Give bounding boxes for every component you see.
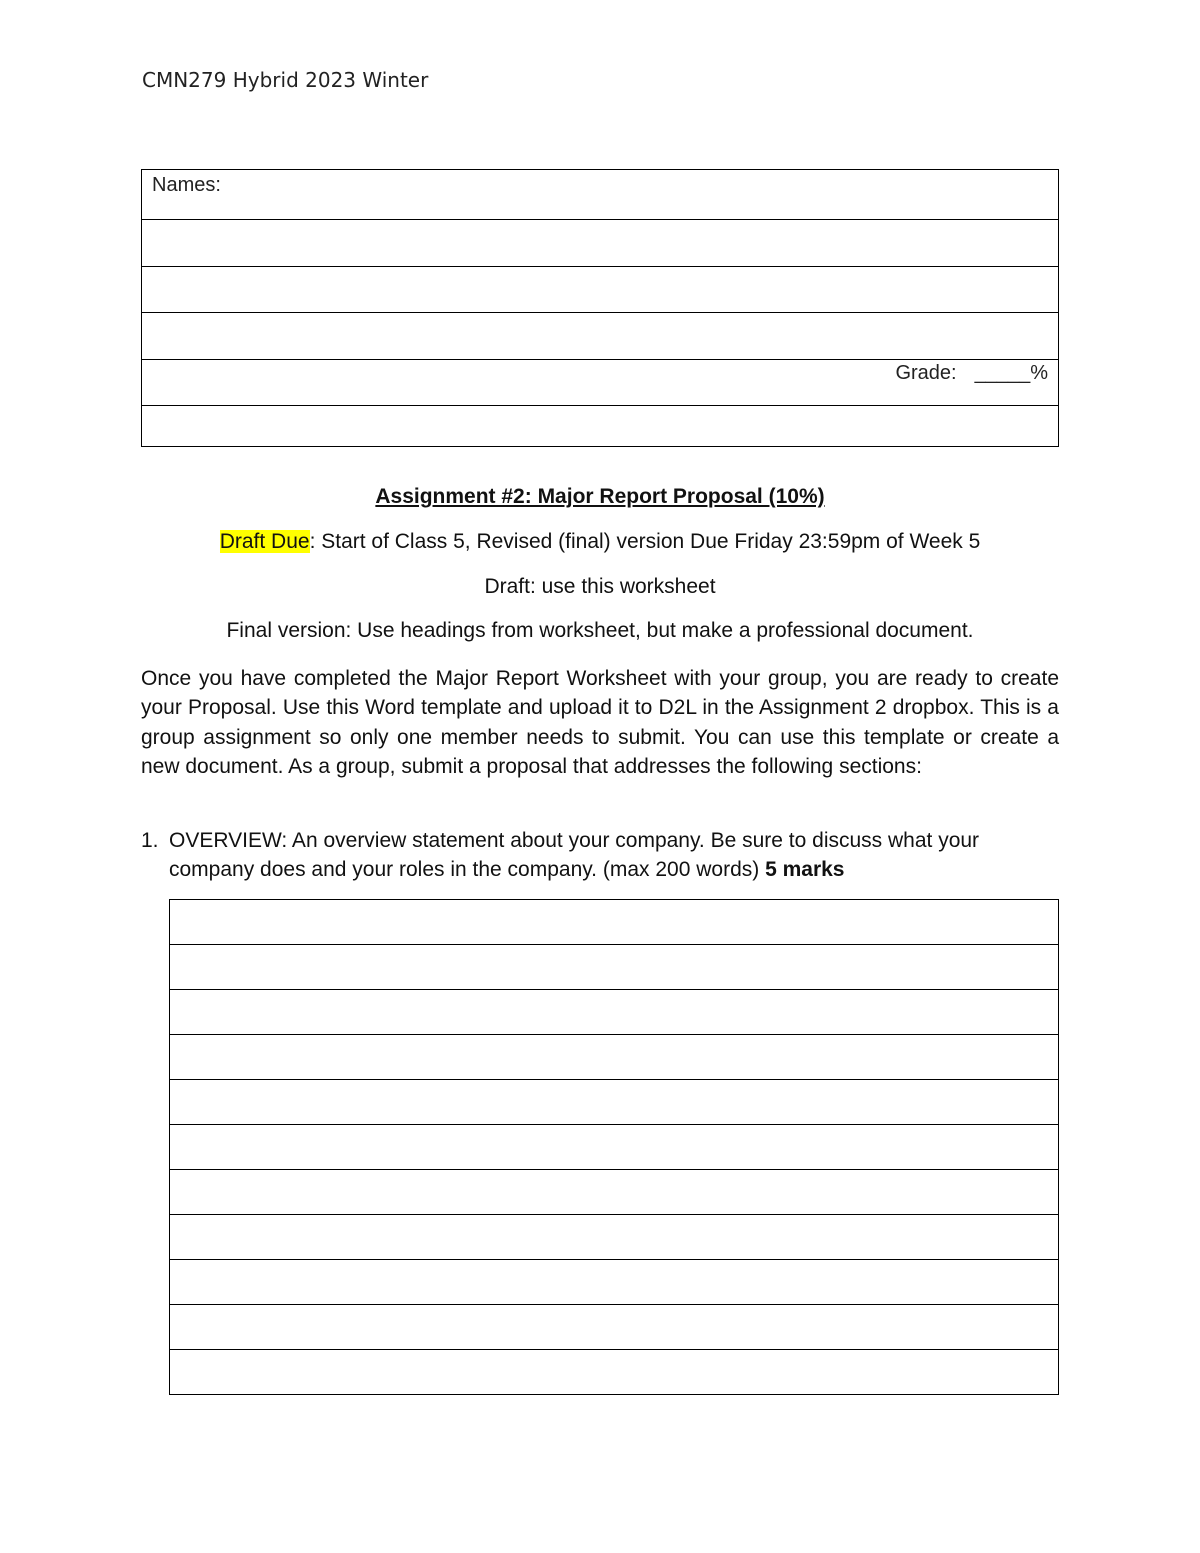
intro-paragraph: Once you have completed the Major Report Worksheet with your group, you are ready to create your Proposal. Use this Word template and upload it to D2L in the Assignment 2 dropbox. This is a group assignment so only one member needs to submit. You can use this template or create a new document. As a group, submit a proposal that addresses the following sections: — [141, 667, 1059, 778]
grade-label: Grade: — [895, 362, 957, 384]
answer-row[interactable] — [170, 1350, 1059, 1395]
answer-row[interactable] — [170, 1080, 1059, 1125]
names-cell[interactable] — [142, 170, 1059, 220]
answer-row[interactable] — [170, 1260, 1059, 1305]
answer-row[interactable] — [170, 900, 1059, 945]
grade-cell[interactable] — [142, 360, 1059, 406]
answer-row[interactable] — [170, 990, 1059, 1035]
names-label: Names: — [152, 174, 221, 196]
final-version-line: Final version: Use headings from worksheet, but make a professional document. — [226, 619, 974, 642]
answer-row[interactable] — [170, 945, 1059, 990]
answer-row[interactable] — [170, 1170, 1059, 1215]
name-entry-row[interactable] — [142, 220, 1059, 267]
due-line — [141, 530, 1059, 554]
draft-due-highlight: Draft Due — [219, 530, 310, 553]
section-overview — [141, 826, 1059, 884]
assignment-title: Assignment #2: Major Report Proposal (10%) — [375, 485, 825, 508]
draft-line: Draft: use this worksheet — [484, 575, 716, 598]
section-text: OVERVIEW: An overview statement about your company. Be sure to discuss what your company does and your roles in the company. (max 200 words) — [169, 829, 980, 881]
section-number: 1. — [141, 829, 159, 852]
due-details: : Start of Class 5, Revised (final) version Due Friday 23:59pm of Week 5 — [309, 530, 981, 553]
section-marks: 5 marks — [765, 858, 845, 881]
name-entry-row[interactable] — [142, 313, 1059, 360]
grade-blank: _____% — [974, 362, 1048, 384]
names-grade-table — [141, 169, 1059, 447]
answer-row[interactable] — [170, 1215, 1059, 1260]
answer-row[interactable] — [170, 1305, 1059, 1350]
answer-row[interactable] — [170, 1035, 1059, 1080]
overview-answer-table — [169, 899, 1059, 1395]
course-header: CMN279 Hybrid 2023 Winter — [142, 68, 429, 92]
blank-row[interactable] — [142, 406, 1059, 447]
answer-row[interactable] — [170, 1125, 1059, 1170]
name-entry-row[interactable] — [142, 267, 1059, 313]
